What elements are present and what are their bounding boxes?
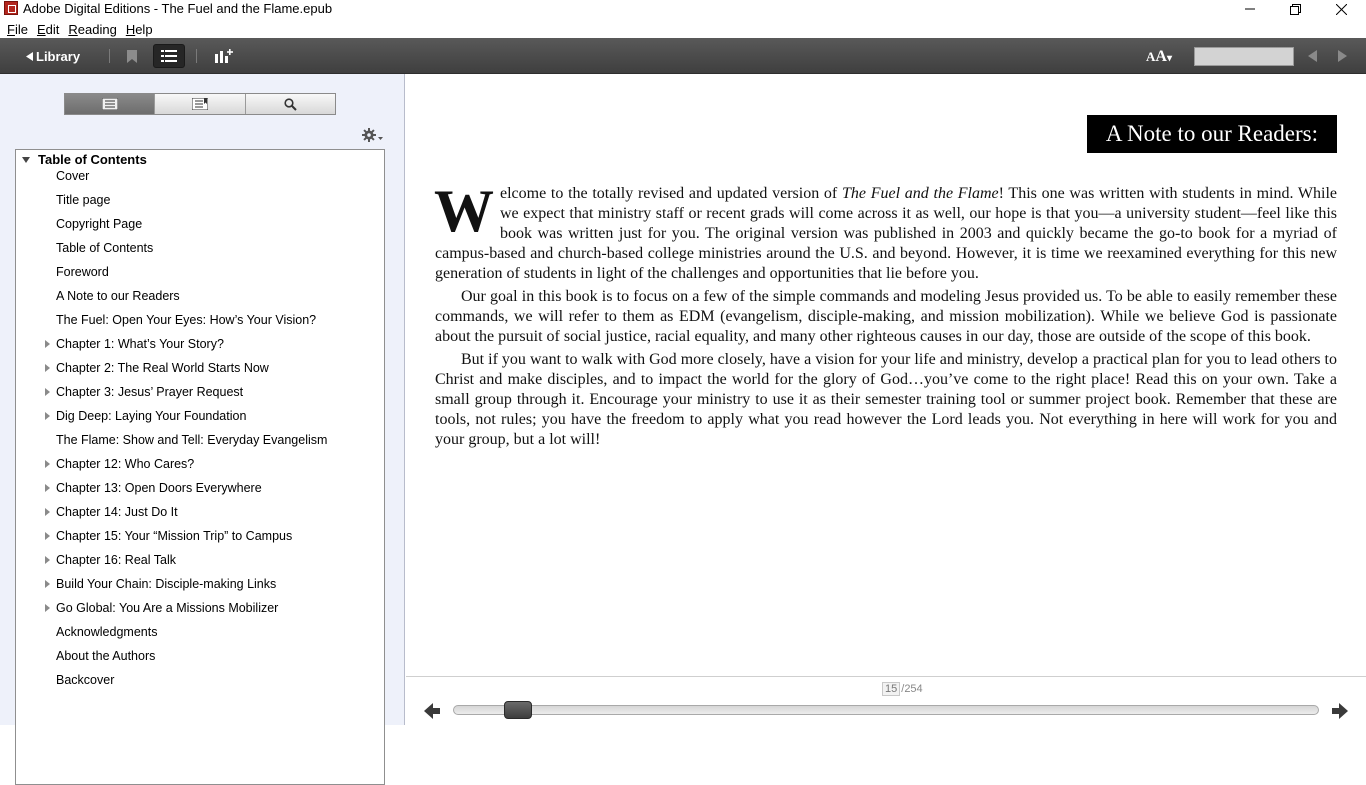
toc-item[interactable] [16,164,384,188]
toc-item[interactable] [16,332,384,356]
library-label: Library [36,48,81,64]
toc-item[interactable] [16,596,384,620]
next-page-icon [1338,50,1347,62]
toc-item[interactable] [16,236,384,260]
paragraph: Welcome to the totally revised and updated version of The Fuel and the Flame! This one was written with students in mind. While we expect that ministry staff or recent grads will come across it as well, our hope is that you—a university student—feel like this book was written just for you. The original version was published in 2003 and quickly became the go-to book for a myriad of campus-based and church-based college ministries around the U.S. and beyond. However, it is time we reexamined everything for this new generation of students in light of the challenges and opportunities that lie before you. [434,178,1338,282]
bookmarks-tab-icon [192,98,208,110]
toc-item-label: Build Your Chain: Disciple-making Links [56,577,277,591]
toc-item[interactable] [16,212,384,236]
toc-item-label: Copyright Page [56,217,143,231]
panel-settings-button[interactable] [362,127,384,143]
add-chart-icon [215,49,233,63]
expand-triangle-icon[interactable] [45,484,50,492]
toc-item[interactable] [16,548,384,572]
toc-item-label: Chapter 13: Open Doors Everywhere [56,481,262,495]
title-bar [0,0,1366,18]
menu-reading[interactable]: Reading [68,21,117,37]
toc-item[interactable] [16,428,384,452]
current-page[interactable]: 15 [882,682,900,696]
toc-item-label: Dig Deep: Laying Your Foundation [56,409,247,423]
reading-pane [406,74,1366,676]
toc-item[interactable] [16,644,384,668]
toc-item[interactable] [16,284,384,308]
toc-item[interactable] [16,188,384,212]
tab-search[interactable] [246,94,335,114]
restore-icon [1290,4,1301,15]
toc-item-label: Chapter 14: Just Do It [56,505,178,519]
window-title: Adobe Digital Editions - The Fuel and the Flame.epub [23,1,333,16]
arrow-left-icon [424,703,440,719]
bookmark-icon [127,50,137,63]
table-of-contents-tree [15,149,385,785]
toc-item-label: Chapter 16: Real Talk [56,553,176,567]
minimize-button[interactable] [1227,0,1273,18]
expand-triangle-icon[interactable] [45,460,50,468]
chapter-heading: A Note to our Readers: [1087,115,1337,153]
menu-edit[interactable]: Edit [36,21,60,37]
page-navigation-bar [406,676,1366,725]
previous-page-button[interactable] [1303,47,1321,65]
toc-item-label: Acknowledgments [56,625,158,639]
toc-item[interactable] [16,380,384,404]
restore-button[interactable] [1272,0,1318,18]
toolbar-separator [109,49,110,63]
font-size-button[interactable]: AA▾ [1146,48,1172,65]
previous-page-icon [1308,50,1317,62]
toc-root-label: Table of Contents [38,152,147,167]
expand-triangle-icon[interactable] [45,580,50,588]
toolbar-separator [196,49,197,63]
close-icon [1336,4,1347,15]
expand-triangle-icon[interactable] [45,604,50,612]
expand-triangle-icon[interactable] [45,340,50,348]
back-triangle-icon [26,52,33,61]
toc-item-label: Backcover [56,673,115,687]
toc-item-label: Chapter 1: What’s Your Story? [56,337,224,351]
toc-item[interactable] [16,452,384,476]
expand-triangle-icon[interactable] [45,388,50,396]
toc-item[interactable] [16,356,384,380]
toc-item[interactable] [16,668,384,692]
paragraph: But if you want to walk with God more closely, have a vision for your life and ministry, develop a practical plan for you to lead others to Christ and make disciples, and to impact the world for the glory of God…you’ve come to the right place! Read this on your own. Take a small group through it. Encourage your ministry to use it as their semester training tool or summer project book. Remember that these are tools, not rules; you have the freedom to apply what you read however the Lord leads you. Not everything in here will work for you and your group, but a lot will! [435,351,1337,448]
expand-triangle-icon[interactable] [45,508,50,516]
navigation-panel [0,74,405,725]
toolbar [0,38,1366,74]
page-separator: / [901,683,905,695]
toc-item-label: Chapter 2: The Real World Starts Now [56,361,269,375]
toc-item-label: The Flame: Show and Tell: Everyday Evangelism [56,433,328,447]
app-icon [4,1,18,15]
toc-item[interactable] [16,260,384,284]
arrow-right-icon [1332,703,1348,719]
toc-view-button[interactable] [153,44,185,68]
gear-icon [362,128,384,142]
toc-item-label: About the Authors [56,649,156,663]
panel-tab-group [64,93,336,115]
next-page-arrow[interactable] [1330,701,1350,721]
toc-item-label: Chapter 3: Jesus’ Prayer Request [56,385,244,399]
toc-item[interactable] [16,500,384,524]
toc-item[interactable] [16,524,384,548]
page-input[interactable] [1194,47,1294,66]
toc-list-icon [161,50,177,62]
toc-item-label: A Note to our Readers [56,289,180,303]
toc-item[interactable] [16,620,384,644]
next-page-button[interactable] [1333,47,1351,65]
menu-bar [0,20,1366,38]
previous-page-arrow[interactable] [422,701,442,721]
collapse-triangle-icon[interactable] [22,157,30,163]
expand-triangle-icon[interactable] [45,532,50,540]
expand-triangle-icon[interactable] [45,556,50,564]
page-indicator [882,682,923,696]
toc-item-label: The Fuel: Open Your Eyes: How’s Your Vision? [56,313,317,327]
toc-item[interactable] [16,308,384,332]
book-text [434,178,1338,453]
toc-item-label: Cover [56,169,90,183]
page-slider-thumb[interactable] [504,701,532,719]
library-button[interactable] [26,47,80,65]
bookmark-button[interactable] [116,44,148,68]
page-slider-track[interactable] [453,705,1319,715]
toc-item-label: Go Global: You Are a Missions Mobilizer [56,601,279,615]
toc-tab-icon [102,98,118,110]
toc-item-label: Foreword [56,265,109,279]
expand-triangle-icon[interactable] [45,412,50,420]
close-button[interactable] [1318,0,1364,18]
tab-bookmarks[interactable] [155,94,245,114]
toc-item-label: Title page [56,193,111,207]
font-size-icon: A [1146,49,1156,64]
menu-help[interactable]: Help [125,21,153,37]
expand-triangle-icon[interactable] [45,364,50,372]
toc-item[interactable] [16,476,384,500]
toc-item-label: Table of Contents [56,241,154,255]
add-to-collection-button[interactable] [208,44,240,68]
paragraph: Our goal in this book is to focus on a few of the simple commands and modeling Jesus provided us. To be able to easily remember these commands, we will refer to them as EDM (evangelism, disciple-making, and mission mobilization). While we believe God is passionate about the pursuit of social justice, racial equality, and many other righteous causes in our day, those are outside of the scope of this book. [435,288,1337,345]
toc-item-label: Chapter 15: Your “Mission Trip” to Campus [56,529,293,543]
toc-item[interactable] [16,572,384,596]
toc-item[interactable] [16,404,384,428]
toc-item-label: Chapter 12: Who Cares? [56,457,195,471]
total-pages: 254 [904,683,923,695]
menu-file[interactable]: File [7,21,28,37]
tab-table-of-contents[interactable] [65,94,155,114]
drop-cap: W [434,178,494,244]
minimize-icon [1245,4,1255,14]
search-icon [284,98,297,111]
